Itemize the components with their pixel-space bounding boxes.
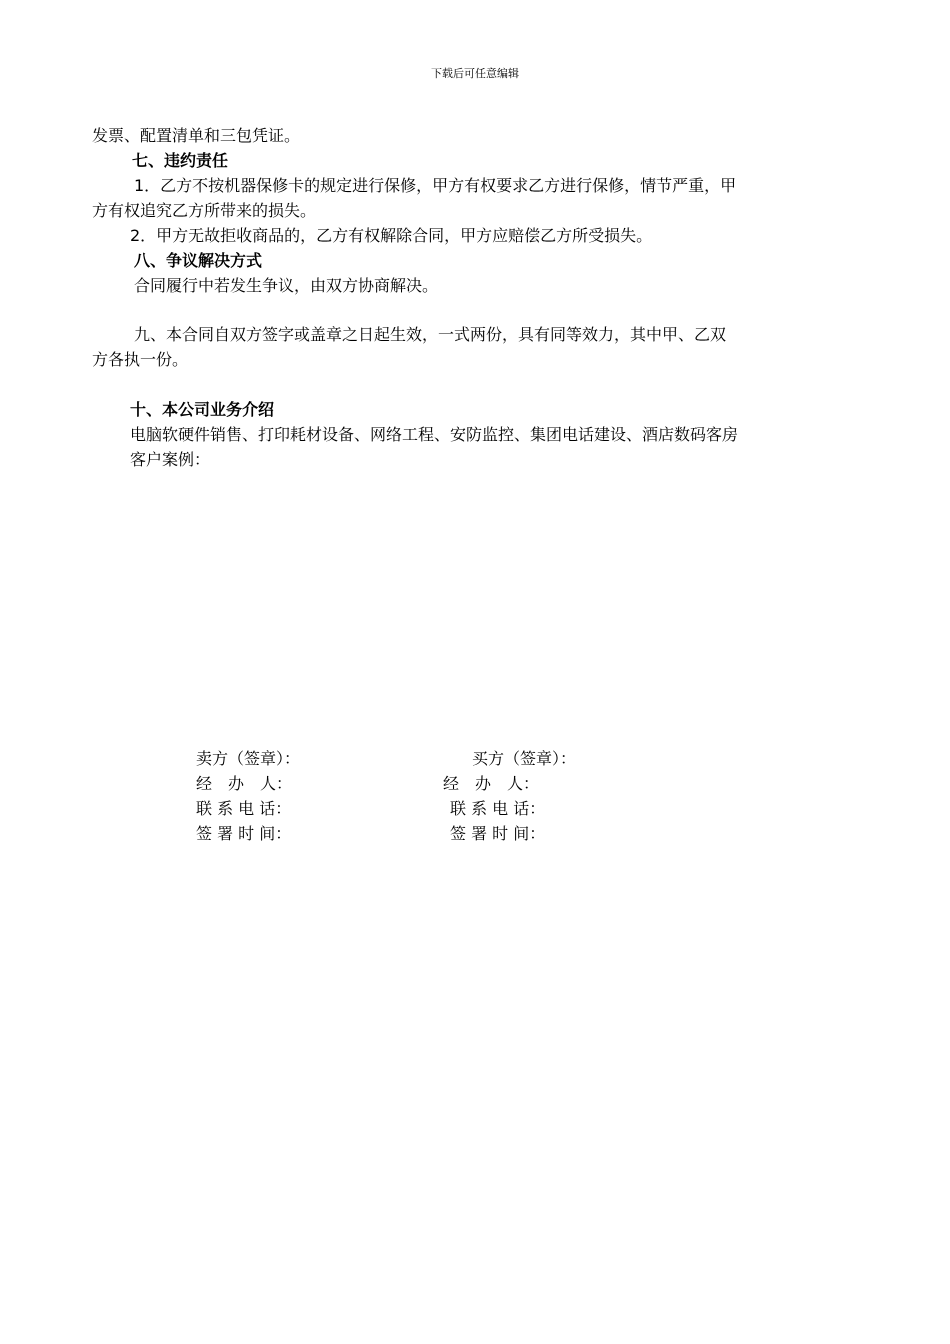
seller-date: 签 署 时 间： xyxy=(196,824,292,843)
section-10-heading: 十、本公司业务介绍 xyxy=(130,400,275,419)
seller-phone: 联 系 电 话： xyxy=(196,799,292,818)
buyer-phone: 联 系 电 话： xyxy=(450,799,546,818)
section-7-heading: 七、违约责任 xyxy=(132,151,229,170)
customer-cases-label: 客户案例： xyxy=(130,450,211,469)
page-header: 下载后可任意编辑 xyxy=(431,67,519,80)
seller-agent: 经 办 人： xyxy=(196,774,293,793)
section-9-text: 九、本合同自双方签字或盖章之日起生效，一式两份，具有同等效力，其中甲、乙双 xyxy=(134,325,727,344)
section-7-item-1-cont: 方有权追究乙方所带来的损失。 xyxy=(92,201,317,220)
buyer-title: 买方（签章）： xyxy=(472,749,577,768)
buyer-date: 签 署 时 间： xyxy=(450,824,546,843)
section-8-heading: 八、争议解决方式 xyxy=(134,251,263,270)
section-7-item-1: 1．乙方不按机器保修卡的规定进行保修，甲方有权要求乙方进行保修，情节严重，甲 xyxy=(134,176,737,195)
buyer-agent: 经 办 人： xyxy=(443,774,540,793)
paragraph-line: 发票、配置清单和三包凭证。 xyxy=(92,126,301,145)
section-10-text: 电脑软硬件销售、打印耗材设备、网络工程、安防监控、集团电话建设、酒店数码客房 xyxy=(130,425,739,444)
section-8-text: 合同履行中若发生争议，由双方协商解决。 xyxy=(134,276,439,295)
section-9-text-cont: 方各执一份。 xyxy=(92,350,189,369)
section-7-item-2: 2．甲方无故拒收商品的，乙方有权解除合同，甲方应赔偿乙方所受损失。 xyxy=(130,226,653,245)
seller-title: 卖方（签章）： xyxy=(196,749,301,768)
